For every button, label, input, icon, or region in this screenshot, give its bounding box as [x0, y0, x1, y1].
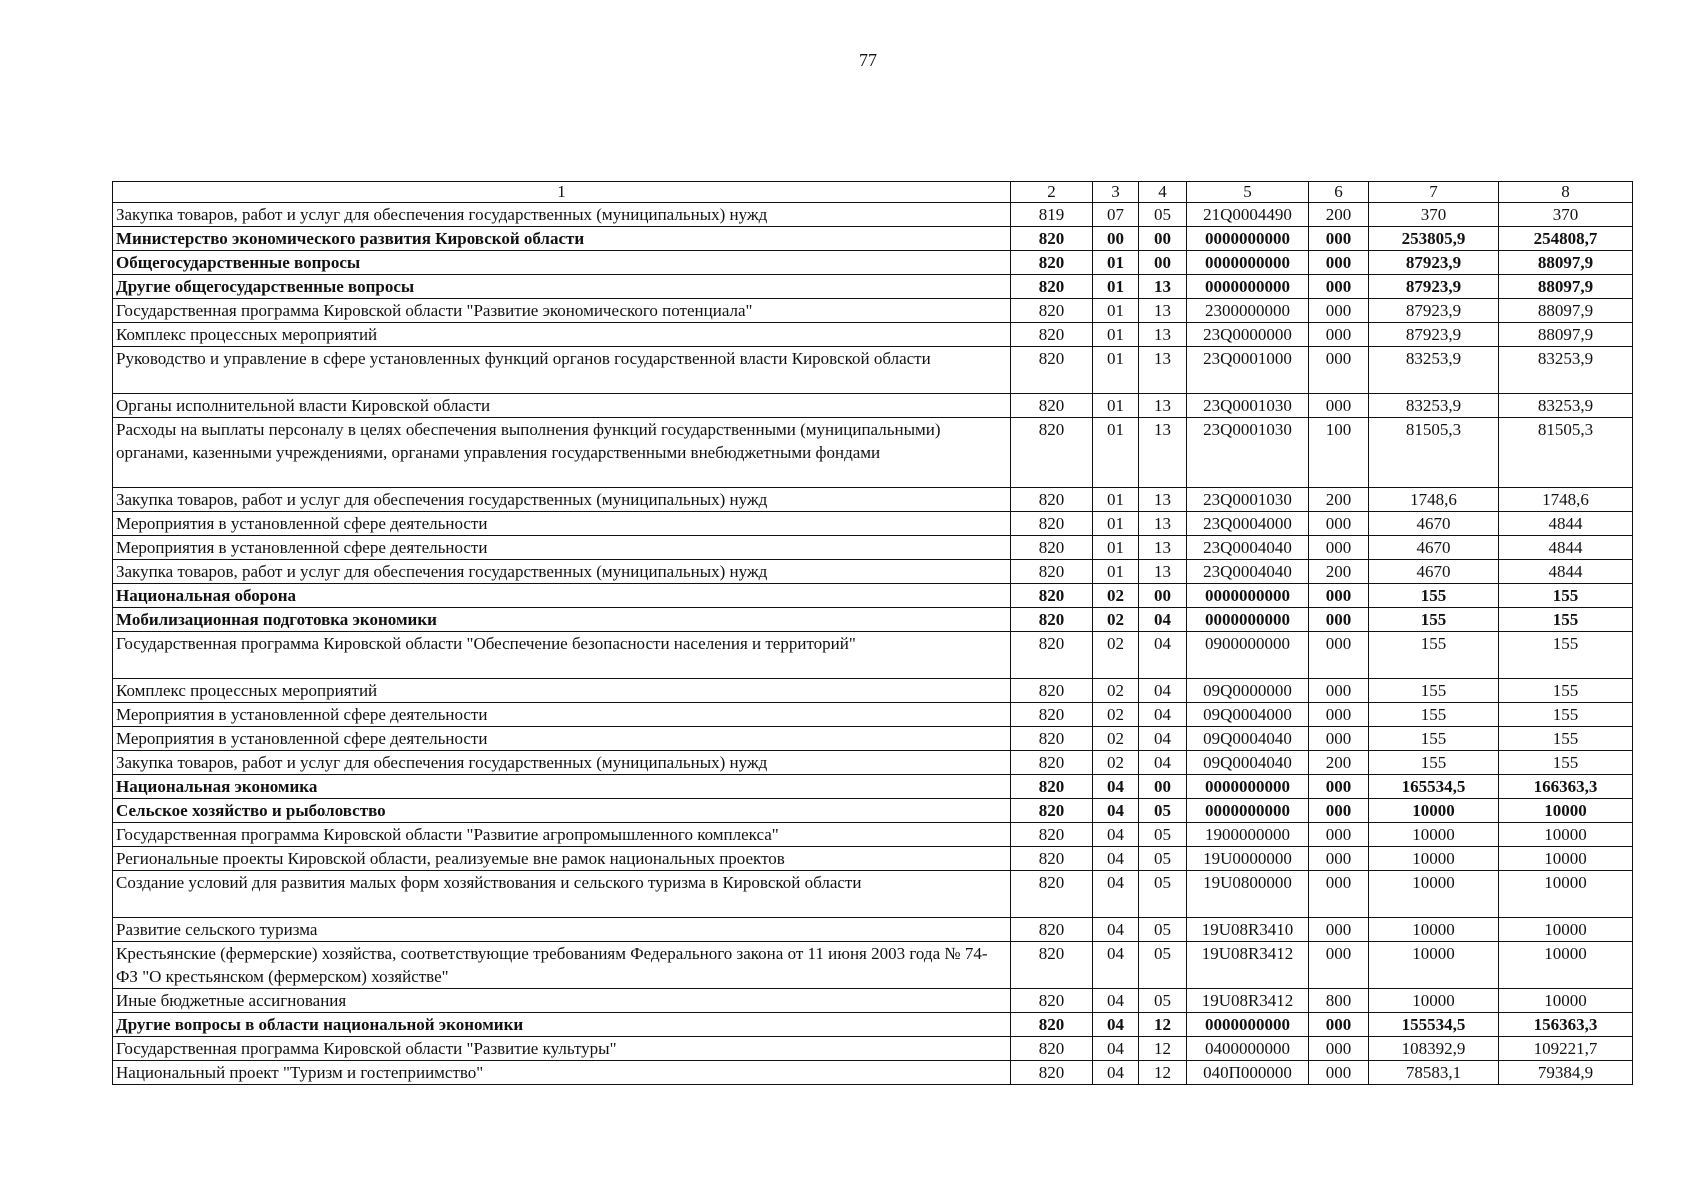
row-code-expense-type: 000 — [1309, 512, 1369, 536]
row-code-expense-type: 000 — [1309, 918, 1369, 942]
row-code-expense-type: 000 — [1309, 871, 1369, 918]
row-code-expense-type: 000 — [1309, 608, 1369, 632]
row-code-subsection: 12 — [1139, 1037, 1187, 1061]
table-row — [113, 227, 1633, 251]
table-row — [113, 918, 1633, 942]
row-code-section: 01 — [1093, 560, 1139, 584]
row-code-subsection: 05 — [1139, 799, 1187, 823]
row-code-target: 23Q0004040 — [1187, 536, 1309, 560]
row-name: Региональные проекты Кировской области, реализуемые вне рамок национальных проектов — [113, 847, 1011, 871]
column-header: 6 — [1309, 182, 1369, 203]
row-code-admin: 820 — [1011, 584, 1093, 608]
row-code-target: 09Q0004000 — [1187, 703, 1309, 727]
row-amount-year2: 10000 — [1499, 942, 1633, 989]
row-code-subsection: 13 — [1139, 512, 1187, 536]
row-code-section: 04 — [1093, 823, 1139, 847]
row-code-target: 19U08R3410 — [1187, 918, 1309, 942]
row-amount-year2: 88097,9 — [1499, 299, 1633, 323]
row-code-subsection: 04 — [1139, 727, 1187, 751]
row-name: Развитие сельского туризма — [113, 918, 1011, 942]
row-code-target: 23Q0001030 — [1187, 418, 1309, 488]
row-code-subsection: 12 — [1139, 1013, 1187, 1037]
row-code-target: 0900000000 — [1187, 632, 1309, 679]
table-row — [113, 536, 1633, 560]
row-code-section: 00 — [1093, 227, 1139, 251]
row-code-admin: 820 — [1011, 1037, 1093, 1061]
row-name: Государственная программа Кировской области "Развитие агропромышленного комплекса" — [113, 823, 1011, 847]
row-code-target: 0000000000 — [1187, 1013, 1309, 1037]
row-amount-year1: 155 — [1369, 703, 1499, 727]
row-code-target: 23Q0001030 — [1187, 488, 1309, 512]
table-row — [113, 203, 1633, 227]
row-code-section: 04 — [1093, 799, 1139, 823]
row-amount-year2: 10000 — [1499, 871, 1633, 918]
row-code-subsection: 05 — [1139, 918, 1187, 942]
row-amount-year2: 155 — [1499, 679, 1633, 703]
page-number: 77 — [859, 50, 877, 70]
row-code-subsection: 13 — [1139, 418, 1187, 488]
row-amount-year1: 10000 — [1369, 989, 1499, 1013]
row-code-subsection: 13 — [1139, 323, 1187, 347]
row-code-section: 04 — [1093, 775, 1139, 799]
row-code-admin: 820 — [1011, 251, 1093, 275]
row-amount-year2: 156363,3 — [1499, 1013, 1633, 1037]
row-amount-year1: 165534,5 — [1369, 775, 1499, 799]
row-code-target: 19U0800000 — [1187, 871, 1309, 918]
row-code-admin: 820 — [1011, 632, 1093, 679]
row-code-expense-type: 000 — [1309, 727, 1369, 751]
row-code-admin: 820 — [1011, 323, 1093, 347]
row-code-target: 23Q0000000 — [1187, 323, 1309, 347]
row-name: Крестьянские (фермерские) хозяйства, соответствующие требованиям Федерального закона от 11 июня 2003 года № 74-ФЗ "О крестьянском (фермерском) хозяйстве" — [113, 942, 1011, 989]
row-code-subsection: 00 — [1139, 584, 1187, 608]
row-amount-year2: 88097,9 — [1499, 323, 1633, 347]
row-amount-year2: 4844 — [1499, 560, 1633, 584]
row-code-admin: 820 — [1011, 299, 1093, 323]
row-amount-year2: 79384,9 — [1499, 1061, 1633, 1085]
row-code-subsection: 05 — [1139, 871, 1187, 918]
row-name: Государственная программа Кировской области "Развитие культуры" — [113, 1037, 1011, 1061]
row-code-admin: 820 — [1011, 942, 1093, 989]
row-code-admin: 820 — [1011, 775, 1093, 799]
row-code-admin: 820 — [1011, 823, 1093, 847]
table-row — [113, 942, 1633, 989]
row-name: Мероприятия в установленной сфере деятельности — [113, 727, 1011, 751]
row-name: Закупка товаров, работ и услуг для обеспечения государственных (муниципальных) нужд — [113, 560, 1011, 584]
row-code-admin: 820 — [1011, 488, 1093, 512]
table-row — [113, 989, 1633, 1013]
row-code-target: 1900000000 — [1187, 823, 1309, 847]
row-name: Закупка товаров, работ и услуг для обеспечения государственных (муниципальных) нужд — [113, 488, 1011, 512]
row-code-section: 02 — [1093, 584, 1139, 608]
table-row — [113, 727, 1633, 751]
row-amount-year2: 81505,3 — [1499, 418, 1633, 488]
row-name: Национальная экономика — [113, 775, 1011, 799]
table-row — [113, 1037, 1633, 1061]
row-name: Закупка товаров, работ и услуг для обеспечения государственных (муниципальных) нужд — [113, 751, 1011, 775]
row-name: Руководство и управление в сфере установленных функций органов государственной власти Кировской области — [113, 347, 1011, 394]
row-code-target: 09Q0004040 — [1187, 751, 1309, 775]
row-name: Государственная программа Кировской области "Обеспечение безопасности населения и территорий" — [113, 632, 1011, 679]
row-code-admin: 820 — [1011, 347, 1093, 394]
row-code-subsection: 04 — [1139, 751, 1187, 775]
row-amount-year2: 10000 — [1499, 989, 1633, 1013]
row-code-subsection: 13 — [1139, 299, 1187, 323]
row-code-section: 04 — [1093, 1013, 1139, 1037]
row-code-subsection: 04 — [1139, 608, 1187, 632]
row-code-section: 02 — [1093, 632, 1139, 679]
column-header: 1 — [113, 182, 1011, 203]
table-row — [113, 323, 1633, 347]
row-code-subsection: 05 — [1139, 942, 1187, 989]
row-amount-year2: 10000 — [1499, 823, 1633, 847]
row-code-subsection: 13 — [1139, 347, 1187, 394]
row-code-subsection: 05 — [1139, 989, 1187, 1013]
row-code-target: 23Q0004040 — [1187, 560, 1309, 584]
table-row — [113, 299, 1633, 323]
row-code-subsection: 05 — [1139, 823, 1187, 847]
row-code-admin: 820 — [1011, 751, 1093, 775]
row-code-target: 09Q0004040 — [1187, 727, 1309, 751]
row-code-expense-type: 000 — [1309, 847, 1369, 871]
row-amount-year2: 83253,9 — [1499, 347, 1633, 394]
row-code-subsection: 05 — [1139, 847, 1187, 871]
row-name: Мероприятия в установленной сфере деятельности — [113, 512, 1011, 536]
row-amount-year1: 10000 — [1369, 918, 1499, 942]
row-name: Сельское хозяйство и рыболовство — [113, 799, 1011, 823]
table-row — [113, 1061, 1633, 1085]
column-header: 2 — [1011, 182, 1093, 203]
row-code-subsection: 00 — [1139, 775, 1187, 799]
row-code-section: 02 — [1093, 608, 1139, 632]
row-amount-year2: 155 — [1499, 632, 1633, 679]
row-amount-year1: 87923,9 — [1369, 323, 1499, 347]
row-code-target: 09Q0000000 — [1187, 679, 1309, 703]
row-code-section: 04 — [1093, 1061, 1139, 1085]
row-code-target: 0000000000 — [1187, 227, 1309, 251]
row-code-target: 19U0000000 — [1187, 847, 1309, 871]
row-code-section: 04 — [1093, 847, 1139, 871]
row-code-admin: 820 — [1011, 560, 1093, 584]
row-amount-year1: 108392,9 — [1369, 1037, 1499, 1061]
row-code-target: 19U08R3412 — [1187, 942, 1309, 989]
table-row — [113, 871, 1633, 918]
row-code-expense-type: 200 — [1309, 751, 1369, 775]
row-code-section: 02 — [1093, 703, 1139, 727]
row-code-section: 04 — [1093, 942, 1139, 989]
row-name: Создание условий для развития малых форм хозяйствования и сельского туризма в Кировской области — [113, 871, 1011, 918]
row-amount-year1: 253805,9 — [1369, 227, 1499, 251]
row-code-expense-type: 000 — [1309, 275, 1369, 299]
row-code-target: 2300000000 — [1187, 299, 1309, 323]
row-code-subsection: 12 — [1139, 1061, 1187, 1085]
table-row — [113, 703, 1633, 727]
row-code-section: 01 — [1093, 536, 1139, 560]
row-code-expense-type: 000 — [1309, 775, 1369, 799]
row-code-target: 21Q0004490 — [1187, 203, 1309, 227]
row-code-admin: 820 — [1011, 275, 1093, 299]
row-name: Расходы на выплаты персоналу в целях обеспечения выполнения функций государственными (муниципальными) органами, казенными учреждениями, органами управления государственными внебюджетными фондами — [113, 418, 1011, 488]
row-code-expense-type: 000 — [1309, 679, 1369, 703]
row-code-section: 04 — [1093, 871, 1139, 918]
row-name: Другие вопросы в области национальной экономики — [113, 1013, 1011, 1037]
row-code-section: 01 — [1093, 275, 1139, 299]
column-header: 3 — [1093, 182, 1139, 203]
table-row — [113, 347, 1633, 394]
row-code-expense-type: 000 — [1309, 632, 1369, 679]
row-name: Комплекс процессных мероприятий — [113, 323, 1011, 347]
row-amount-year2: 88097,9 — [1499, 275, 1633, 299]
row-amount-year1: 4670 — [1369, 536, 1499, 560]
row-code-admin: 820 — [1011, 418, 1093, 488]
row-code-admin: 820 — [1011, 608, 1093, 632]
row-amount-year2: 10000 — [1499, 847, 1633, 871]
row-code-subsection: 04 — [1139, 679, 1187, 703]
row-code-expense-type: 000 — [1309, 1061, 1369, 1085]
table-row — [113, 560, 1633, 584]
table-row — [113, 488, 1633, 512]
row-code-target: 0000000000 — [1187, 584, 1309, 608]
row-name: Комплекс процессных мероприятий — [113, 679, 1011, 703]
table-row — [113, 512, 1633, 536]
row-code-expense-type: 000 — [1309, 251, 1369, 275]
row-code-expense-type: 000 — [1309, 299, 1369, 323]
row-amount-year2: 4844 — [1499, 536, 1633, 560]
row-amount-year1: 10000 — [1369, 871, 1499, 918]
row-name: Государственная программа Кировской области "Развитие экономического потенциала" — [113, 299, 1011, 323]
row-amount-year2: 1748,6 — [1499, 488, 1633, 512]
row-code-target: 23Q0001030 — [1187, 394, 1309, 418]
row-code-target: 0000000000 — [1187, 608, 1309, 632]
row-amount-year2: 155 — [1499, 727, 1633, 751]
table-row — [113, 275, 1633, 299]
row-code-target: 0000000000 — [1187, 251, 1309, 275]
row-code-target: 23Q0001000 — [1187, 347, 1309, 394]
row-name: Национальный проект "Туризм и гостеприимство" — [113, 1061, 1011, 1085]
row-name: Другие общегосударственные вопросы — [113, 275, 1011, 299]
row-amount-year1: 83253,9 — [1369, 347, 1499, 394]
row-amount-year1: 10000 — [1369, 799, 1499, 823]
row-code-admin: 820 — [1011, 536, 1093, 560]
row-amount-year2: 10000 — [1499, 799, 1633, 823]
row-code-subsection: 00 — [1139, 251, 1187, 275]
row-amount-year2: 254808,7 — [1499, 227, 1633, 251]
row-code-subsection: 13 — [1139, 560, 1187, 584]
row-amount-year1: 78583,1 — [1369, 1061, 1499, 1085]
row-name: Органы исполнительной власти Кировской области — [113, 394, 1011, 418]
row-code-admin: 820 — [1011, 918, 1093, 942]
row-code-section: 01 — [1093, 512, 1139, 536]
table-row — [113, 608, 1633, 632]
row-code-subsection: 04 — [1139, 703, 1187, 727]
row-code-subsection: 04 — [1139, 632, 1187, 679]
table-row — [113, 632, 1633, 679]
row-amount-year1: 81505,3 — [1369, 418, 1499, 488]
row-amount-year1: 155 — [1369, 727, 1499, 751]
row-code-section: 04 — [1093, 1037, 1139, 1061]
row-amount-year1: 83253,9 — [1369, 394, 1499, 418]
row-code-section: 01 — [1093, 488, 1139, 512]
row-code-section: 01 — [1093, 347, 1139, 394]
row-amount-year1: 87923,9 — [1369, 299, 1499, 323]
row-code-target: 040П000000 — [1187, 1061, 1309, 1085]
row-name: Министерство экономического развития Кировской области — [113, 227, 1011, 251]
row-code-subsection: 05 — [1139, 203, 1187, 227]
row-code-admin: 820 — [1011, 799, 1093, 823]
table-row — [113, 1013, 1633, 1037]
row-amount-year2: 155 — [1499, 608, 1633, 632]
row-code-target: 0000000000 — [1187, 775, 1309, 799]
column-header: 8 — [1499, 182, 1633, 203]
row-amount-year1: 155 — [1369, 632, 1499, 679]
row-code-expense-type: 000 — [1309, 1037, 1369, 1061]
row-code-section: 01 — [1093, 394, 1139, 418]
table-row — [113, 418, 1633, 488]
row-amount-year1: 4670 — [1369, 560, 1499, 584]
row-amount-year1: 10000 — [1369, 942, 1499, 989]
row-name: Закупка товаров, работ и услуг для обеспечения государственных (муниципальных) нужд — [113, 203, 1011, 227]
row-amount-year1: 87923,9 — [1369, 251, 1499, 275]
row-code-section: 01 — [1093, 323, 1139, 347]
budget-table — [112, 181, 1633, 1085]
row-code-expense-type: 000 — [1309, 347, 1369, 394]
row-code-target: 0400000000 — [1187, 1037, 1309, 1061]
row-amount-year2: 155 — [1499, 584, 1633, 608]
table-row — [113, 251, 1633, 275]
row-code-expense-type: 000 — [1309, 227, 1369, 251]
row-code-expense-type: 000 — [1309, 703, 1369, 727]
row-code-section: 02 — [1093, 679, 1139, 703]
row-amount-year1: 155 — [1369, 584, 1499, 608]
table-row — [113, 679, 1633, 703]
table-row — [113, 847, 1633, 871]
table-row — [113, 823, 1633, 847]
row-code-subsection: 13 — [1139, 394, 1187, 418]
row-code-admin: 820 — [1011, 989, 1093, 1013]
row-amount-year1: 4670 — [1369, 512, 1499, 536]
row-code-section: 04 — [1093, 918, 1139, 942]
row-code-expense-type: 000 — [1309, 942, 1369, 989]
row-code-admin: 820 — [1011, 394, 1093, 418]
row-amount-year2: 155 — [1499, 703, 1633, 727]
row-amount-year1: 1748,6 — [1369, 488, 1499, 512]
row-amount-year2: 370 — [1499, 203, 1633, 227]
row-code-target: 0000000000 — [1187, 275, 1309, 299]
row-code-admin: 820 — [1011, 512, 1093, 536]
row-code-target: 23Q0004000 — [1187, 512, 1309, 536]
row-amount-year1: 155534,5 — [1369, 1013, 1499, 1037]
row-amount-year1: 155 — [1369, 751, 1499, 775]
column-header: 7 — [1369, 182, 1499, 203]
row-code-admin: 820 — [1011, 1061, 1093, 1085]
table-row — [113, 584, 1633, 608]
row-code-expense-type: 000 — [1309, 1013, 1369, 1037]
row-code-expense-type: 200 — [1309, 560, 1369, 584]
row-amount-year1: 87923,9 — [1369, 275, 1499, 299]
row-amount-year2: 4844 — [1499, 512, 1633, 536]
row-amount-year1: 155 — [1369, 679, 1499, 703]
row-code-admin: 820 — [1011, 679, 1093, 703]
row-name: Общегосударственные вопросы — [113, 251, 1011, 275]
row-code-section: 04 — [1093, 989, 1139, 1013]
row-code-subsection: 13 — [1139, 275, 1187, 299]
row-code-section: 02 — [1093, 727, 1139, 751]
row-amount-year1: 10000 — [1369, 847, 1499, 871]
row-name: Мобилизационная подготовка экономики — [113, 608, 1011, 632]
row-code-subsection: 13 — [1139, 536, 1187, 560]
row-amount-year2: 155 — [1499, 751, 1633, 775]
row-code-expense-type: 000 — [1309, 536, 1369, 560]
row-name: Национальная оборона — [113, 584, 1011, 608]
row-code-section: 01 — [1093, 299, 1139, 323]
row-code-expense-type: 000 — [1309, 799, 1369, 823]
row-name: Мероприятия в установленной сфере деятельности — [113, 536, 1011, 560]
table-row — [113, 751, 1633, 775]
row-amount-year1: 370 — [1369, 203, 1499, 227]
row-code-subsection: 00 — [1139, 227, 1187, 251]
row-code-expense-type: 100 — [1309, 418, 1369, 488]
row-code-admin: 819 — [1011, 203, 1093, 227]
row-code-admin: 820 — [1011, 703, 1093, 727]
row-amount-year2: 83253,9 — [1499, 394, 1633, 418]
row-name: Иные бюджетные ассигнования — [113, 989, 1011, 1013]
row-code-expense-type: 200 — [1309, 488, 1369, 512]
table-row — [113, 799, 1633, 823]
row-code-target: 0000000000 — [1187, 799, 1309, 823]
row-code-section: 01 — [1093, 418, 1139, 488]
row-amount-year1: 10000 — [1369, 823, 1499, 847]
row-code-section: 01 — [1093, 251, 1139, 275]
row-code-expense-type: 000 — [1309, 584, 1369, 608]
row-code-target: 19U08R3412 — [1187, 989, 1309, 1013]
row-code-expense-type: 000 — [1309, 823, 1369, 847]
row-code-expense-type: 000 — [1309, 323, 1369, 347]
column-header: 4 — [1139, 182, 1187, 203]
row-code-section: 07 — [1093, 203, 1139, 227]
row-code-admin: 820 — [1011, 871, 1093, 918]
row-code-admin: 820 — [1011, 1013, 1093, 1037]
row-amount-year2: 109221,7 — [1499, 1037, 1633, 1061]
row-code-expense-type: 800 — [1309, 989, 1369, 1013]
row-code-admin: 820 — [1011, 727, 1093, 751]
table-header-row — [113, 182, 1633, 203]
row-amount-year2: 88097,9 — [1499, 251, 1633, 275]
row-name: Мероприятия в установленной сфере деятельности — [113, 703, 1011, 727]
row-code-admin: 820 — [1011, 227, 1093, 251]
row-amount-year2: 166363,3 — [1499, 775, 1633, 799]
row-amount-year2: 10000 — [1499, 918, 1633, 942]
table-row — [113, 394, 1633, 418]
column-header: 5 — [1187, 182, 1309, 203]
row-code-expense-type: 000 — [1309, 394, 1369, 418]
row-amount-year1: 155 — [1369, 608, 1499, 632]
row-code-admin: 820 — [1011, 847, 1093, 871]
table-row — [113, 775, 1633, 799]
row-code-section: 02 — [1093, 751, 1139, 775]
row-code-subsection: 13 — [1139, 488, 1187, 512]
row-code-expense-type: 200 — [1309, 203, 1369, 227]
